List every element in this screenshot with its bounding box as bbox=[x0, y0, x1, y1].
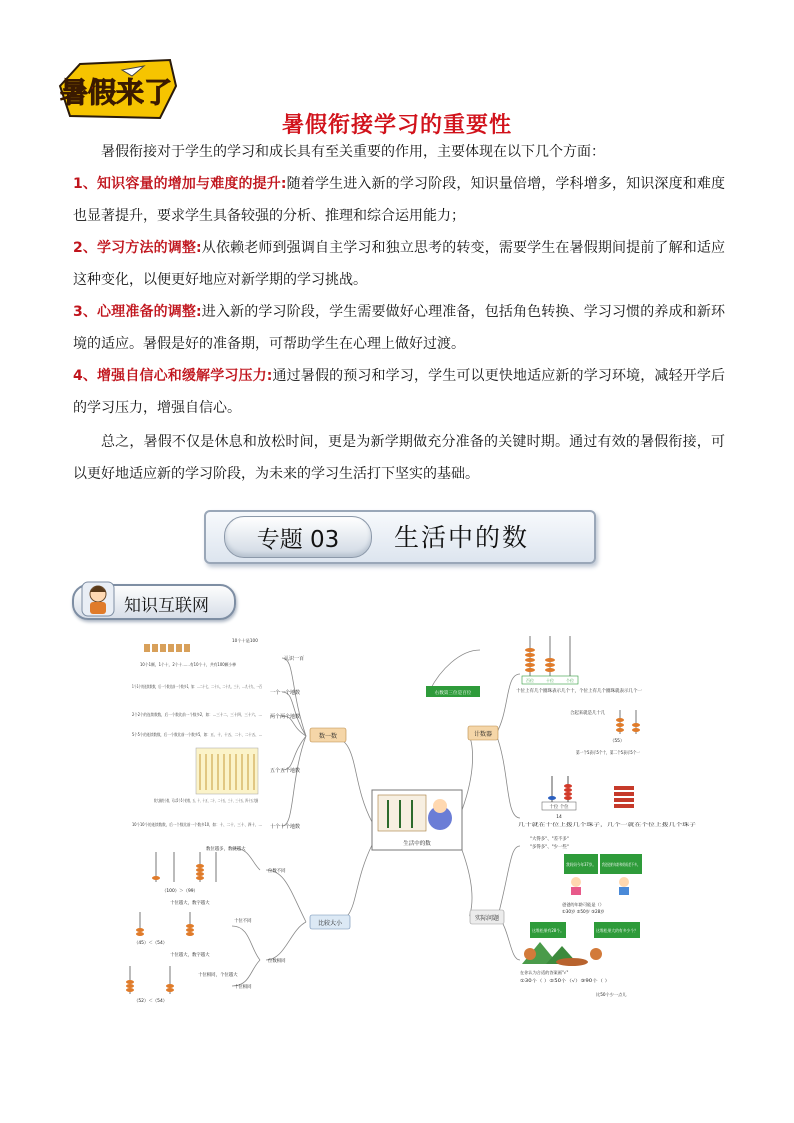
mm-bijiao-note-3: 十位越大，数字越大 bbox=[170, 901, 210, 906]
mm-jisuan-note-3: 合起来就是几十几 bbox=[570, 711, 606, 716]
mm-shiji-note-8: 这堆松果大约有多少个？ bbox=[596, 928, 640, 933]
mm-jisuan-note-7: 14 bbox=[556, 815, 562, 820]
mm-abacus-top bbox=[522, 636, 578, 684]
topic-name: 生活中的数 bbox=[394, 523, 530, 552]
page-title: 暑假衔接学习的重要性 bbox=[281, 113, 512, 138]
point-4-head: 4、增强自信心和缓解学习压力: bbox=[73, 368, 273, 384]
point-1 bbox=[73, 168, 725, 232]
mm-abacus-mid bbox=[616, 710, 640, 734]
mm-bijiao-node-1: 位数不同 bbox=[268, 869, 286, 874]
mm-jisuan-note-4: （55） bbox=[610, 739, 625, 744]
mm-shu-node-2: 一个一个地数 bbox=[270, 690, 301, 696]
intro-paragraph: 暑假衔接对于学生的学习和成长具有至关重要的作用，主要体现在以下几个方面： bbox=[101, 144, 605, 160]
mm-branch-shiji: 实际问题 bbox=[474, 915, 500, 922]
mm-shiji-note-10: ①30个（ ）②50个（√）③90个（ ） bbox=[520, 978, 591, 983]
mm-shu-note-6: 数大圈的小数，可以5个5个的数，五、十、十五、二十、二十五、三十、三十五、四十五大圈 bbox=[154, 798, 327, 803]
mm-abacus-14 bbox=[542, 776, 634, 820]
point-1-body: 随着学生进入新的学习阶段，知识量倍增，学科增多，知识深度和难度也显著提升，要求学生具备较强的分析、推理和综合运用能力； bbox=[73, 176, 725, 224]
logo-text: 暑假来了 bbox=[59, 76, 173, 109]
mind-map bbox=[110, 630, 750, 1010]
mm-abacus-label-shi: 十位 bbox=[546, 678, 554, 683]
mm-bijiao-node-2: 十位不同 bbox=[234, 919, 252, 924]
mm-bijiao-note-5: 十位越大，数字越大 bbox=[170, 953, 210, 958]
mm-jisuan-note-5: 第一个5表示5个十，第二个5表示5个一 bbox=[576, 751, 654, 756]
point-3-body: 进入新的学习阶段，学生需要做好心理准备，包括角色转换、学习习惯的养成和新环境的适应。暑假是好的准备期，可帮助学生在心理上做好过渡。 bbox=[73, 304, 726, 352]
mm-pinecone-image bbox=[522, 942, 602, 966]
mm-shu-node-4: 五个五个地数 bbox=[270, 768, 301, 774]
mm-shiji-note-5: 爸爸的年龄可能是（） bbox=[562, 902, 604, 907]
mm-counting-sticks-image bbox=[196, 748, 258, 794]
point-1-head: 1、知识容量的增加与难度的提升: bbox=[73, 176, 287, 192]
mm-shu-node-3: 两个两个地数 bbox=[270, 714, 301, 720]
mm-bijiao-node-4: 十位相同 bbox=[234, 985, 252, 990]
summary-paragraph: 总之，暑假不仅是休息和放松时间，更是为新学期做充分准备的关键时期。通过有效的暑假衔接，可以更好地适应新的学习阶段，为未来的学习生活打下坚实的基础。 bbox=[73, 434, 725, 482]
mm-bijiao-note-7: （52）＜（54） bbox=[134, 999, 168, 1004]
mm-abacus-label-bai: 百位 bbox=[526, 678, 534, 683]
mm-branch-bijiao: 比较大小 bbox=[317, 920, 343, 927]
mm-jisuan-note-8: 几十就在十位上拨几个珠子，几个一就在个位上拨几个珠子 bbox=[518, 823, 633, 828]
point-3 bbox=[73, 296, 725, 360]
point-2-body: 从依赖老师到强调自主学习和独立思考的转变，需要学生在暑假期间提前了解和适应这种变化，以便更好地应对新学期的学习挑战。 bbox=[73, 240, 726, 288]
mm-shiji-note-2: "多得多"、"少一些" bbox=[530, 845, 569, 850]
mm-shu-note-5: 5个5个的连续数数，后一个数比前一个数多5，如：五、十、十五、二十、二十五、… bbox=[132, 732, 291, 737]
mm-shu-note-1: 10个十是100 bbox=[232, 638, 258, 643]
mm-shiji-note-4: 我爸爸的年龄和妈妈差不多。 bbox=[602, 862, 654, 867]
section-knowledge-network bbox=[72, 584, 236, 620]
mm-shu-node-5: 十个十个地数 bbox=[270, 824, 301, 830]
mm-shu-note-3: 1个1个的连续数数，后一个数比前一个数多1，如：…二十七、二十八、二十九、三十，…九十九、一百 bbox=[132, 684, 325, 689]
mm-branch-jisuan: 计数器 bbox=[473, 731, 493, 738]
mm-shu-note-4: 2个2个的连续数数，后一个数比前一个数多2，如：…三十二、三十四、三十六、… bbox=[132, 712, 287, 717]
mm-shiji-note-7: 这堆松果有28个。 bbox=[532, 928, 566, 933]
mm-shu-node-1: 认识一百 bbox=[284, 656, 305, 662]
mm-shu-note-2: 10个1颗，1个十，2个十……有10个十，共有100颗小棒 bbox=[140, 662, 247, 667]
topic-banner bbox=[204, 510, 596, 564]
mm-bijiao-note-4: （45）＜（54） bbox=[134, 941, 168, 946]
mm-bijiao-note-1: 数位越多，数就越大 bbox=[206, 847, 246, 852]
mm-kids-image bbox=[571, 877, 629, 895]
point-2-head: 2、学习方法的调整: bbox=[73, 240, 202, 256]
mm-bijiao-note-2: （100）＞（99） bbox=[162, 889, 198, 894]
point-4-body: 通过暑假的预习和学习，学生可以更快地适应新的学习环境，减轻开学后的学习压力，增强自信心。 bbox=[73, 368, 726, 416]
mm-abacus-label-ge: 个位 bbox=[566, 678, 574, 683]
mm-jisuan-note-2: 十位上有几个圈珠表示几个十，个位上有几个圈珠就表示几个一 bbox=[516, 689, 639, 694]
student-avatar-icon bbox=[80, 576, 116, 618]
mm-shiji-note-6: ①30岁 ②50岁 ③28岁 bbox=[562, 909, 605, 914]
topic-tag: 专题 03 bbox=[224, 516, 372, 558]
point-2 bbox=[73, 232, 725, 296]
point-3-head: 3、心理准备的调整: bbox=[73, 304, 202, 320]
point-4 bbox=[73, 360, 725, 424]
mm-jisuan-note-1: 右数第三位是百位 bbox=[434, 691, 472, 696]
mm-shiji-note-11: 比50个少一点儿 bbox=[596, 992, 627, 997]
mm-shiji-note-1: "大得多"、"差不多" bbox=[530, 837, 569, 842]
mm-shu-note-7: 10个10个的连续数数，后一个数比前一个数多10，如：十、二十、三十、四十、… bbox=[132, 822, 287, 827]
mm-center-label: 生活中的数 bbox=[403, 841, 431, 847]
mm-shiji-note-3: 我妈妈今年37岁。 bbox=[566, 862, 600, 867]
section-label: 知识互联网 bbox=[124, 596, 209, 616]
mm-branch-shu: 数一数 bbox=[318, 733, 338, 740]
mm-bundles-image bbox=[144, 644, 190, 652]
mm-bijiao-node-3: 位数相同 bbox=[268, 959, 286, 964]
mm-shiji-note-9: 在你认为合适的答案画"√" bbox=[520, 970, 569, 975]
mm-jisuan-note-6: 十位 个位 bbox=[549, 805, 569, 810]
mm-bijiao-note-6: 十位相同，个位越大 bbox=[198, 973, 238, 978]
